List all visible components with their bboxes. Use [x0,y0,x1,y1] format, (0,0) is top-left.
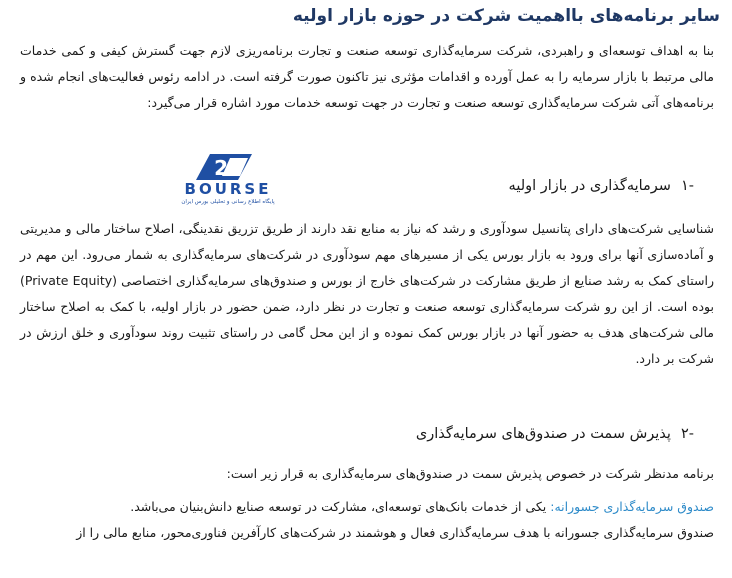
section-1-heading [509,178,694,194]
section-2-title: پذیرش سمت در صندوق‌های سرمایه‌گذاری [415,426,671,442]
fund-text-line1: یکی از خدمات بانک‌های توسعه‌ای، مشارکت در توسعه صنایع دانش‌بنیان می‌باشد. [130,499,551,514]
section-1-title: سرمایه‌گذاری در بازار اولیه [508,178,671,194]
section-2-paragraph: برنامه مدنظر شرکت در خصوص پذیرش سمت در صندوق‌های سرمایه‌گذاری به قرار زیر است: [226,466,714,481]
fund-text-line2: صندوق سرمایه‌گذاری جسورانه با هدف سرمایه‌گذاری فعال و هوشمند در شرکت‌های کارآفرین فناوری‌محور، منابع مالی را از [76,525,714,540]
page-heading: سایر برنامه‌های بااهمیت شرکت در حوزه بازار اولیه [292,6,720,26]
bourse-logo-graphic [158,150,298,206]
fund-title: صندوق سرمایه‌گذاری جسورانه: [550,499,714,514]
fund-paragraph [20,494,714,546]
section-1-paragraph: شناسایی شرکت‌های دارای پتانسیل سودآوری و رشد که نیاز به منابع نقد دارند از طریق تزریق نقدینگی، اصلاح ساختار مالی و مدیریتی و آماده‌سازی آنها برای ورود به بازار بورس یکی از مسیرهای مهم سودآوری در شرکت‌های سرمایه‌گذاری به شمار می‌رود. این مهم در راستای کمک به رشد صنایع از طریق مشارکت در شرکت‌های خارج از بورس و صندوق‌های سرمایه‌گذاری اختصاصی (Private Equity) بوده است. از این رو شرکت سرمایه‌گذاری توسعه صنعت و تجارت در نظر دارد، ضمن حضور در بازار اولیه، با کمک به اصلاح ساختار مالی شرکت‌های هدف به حضور آنها در بازار بورس کمک نموده و از این محل گامی در راستای تثبیت روند سودآوری و خلق ارزش در شرکت بر دارد. [20,221,714,366]
logo-word: BOURSE [184,180,272,198]
intro-paragraph: بنا به اهداف توسعه‌ای و راهبردی، شرکت سرمایه‌گذاری توسعه صنعت و تجارت برنامه‌ریزی لازم جهت گسترش کیفی و کمی خدمات مالی مرتبط با بازار سرمایه را به عمل آورده و اقدامات مؤثری نیز تاکنون صورت گرفته است. در ادامه رئوس فعالیت‌های انجام شده و برنامه‌های آتی شرکت سرمایه‌گذاری توسعه صنعت و تجارت در جهت توسعه خدمات مورد اشاره قرار می‌گیرد: [20,43,714,110]
logo-numeral: 21 [214,156,242,180]
section-1-number: -۱ [680,178,694,194]
logo-tagline: پایگاه اطلاع رسانی و تحلیلی بورس ایران [181,199,275,205]
section-2-number: -۲ [680,426,694,442]
section-2-heading [416,426,694,442]
bourse-logo [158,150,298,206]
